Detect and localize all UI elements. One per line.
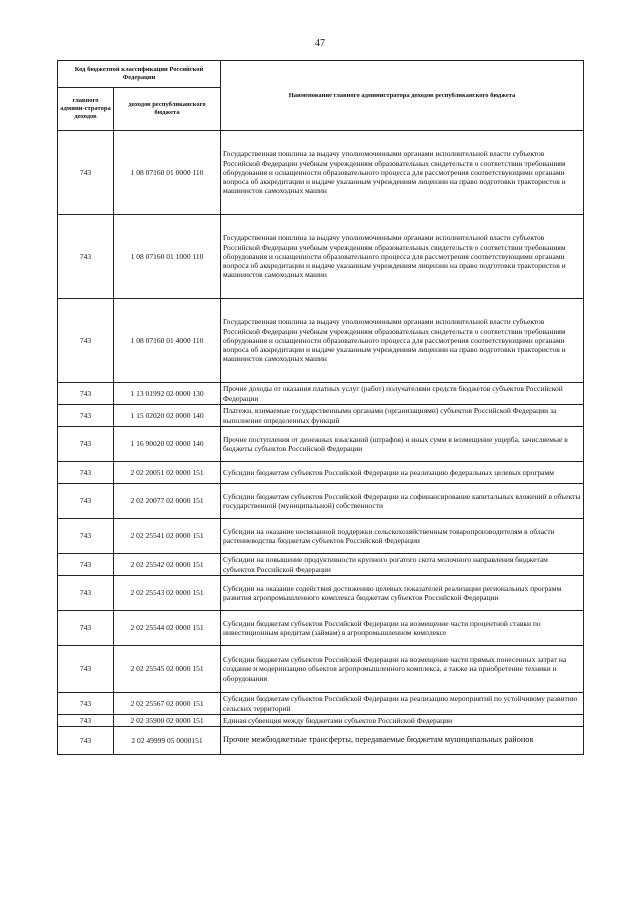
income-name-cell: Субсидии бюджетам субъектов Российской Федерации на возмещение части прямых понесенных затрат на создание и модернизацию объектов агропромышленного комплекса, а также на приобретение техники и оборудования [221, 646, 584, 693]
admin-code-cell: 743 [58, 462, 114, 484]
income-name-cell: Единая субвенция между бюджетами субъектов Российской Федерации [221, 715, 584, 727]
income-name-cell: Прочие доходы от оказания платных услуг (работ) получателями средств бюджетов субъектов Российской Федерации [221, 383, 584, 405]
income-name-cell: Субсидии бюджетам субъектов Российской Федерации на реализацию федеральных целевых программ [221, 462, 584, 484]
income-name-cell: Государственная пошлина за выдачу уполномоченными органами исполнительной власти субъектов Российской Федерации учебным учреждениям образовательных свидетельств о соответствии требованиям оборудования и оснащенности образовательного процесса для рассмотрения соответствующими органами вопроса об аккредитации и выдаче указанным учреждениям лицензии на право подготовки трактористов и машинистов самоходных машин [221, 131, 584, 215]
table-row [58, 299, 584, 383]
header-col-admin: главного админи-стратора доходов [58, 88, 114, 131]
table-row [58, 215, 584, 299]
income-name-cell: Субсидии бюджетам субъектов Российской Федерации на возмещение части процентной ставки по инвестиционным кредитам (займам) в агропромышленном комплексе [221, 611, 584, 646]
admin-code-cell: 743 [58, 576, 114, 611]
table-row [58, 611, 584, 646]
income-code-cell: 2 02 25545 02 0000 151 [114, 646, 221, 693]
table-row [58, 693, 584, 715]
table-row [58, 715, 584, 727]
income-code-cell: 1 08 07160 01 1000 110 [114, 215, 221, 299]
income-code-cell: 2 02 25542 02 0000 151 [114, 554, 221, 576]
income-name-cell: Платежи, взимаемые государственными органами (организациями) субъектов Российской Федерации за выполнение определенных функций [221, 405, 584, 427]
income-name-cell: Прочие межбюджетные трансферты, передаваемые бюджетам муниципальных районов [221, 727, 584, 755]
income-code-cell: 2 02 35900 02 0000 151 [114, 715, 221, 727]
income-name-cell: Субсидии на оказание содействия достижению целевых показателей реализации региональных программ развития агропромышленного комплекса бюджетам субъектов Российской Федерации [221, 576, 584, 611]
table-row [58, 554, 584, 576]
income-name-cell: Государственная пошлина за выдачу уполномоченными органами исполнительной власти субъектов Российской Федерации учебным учреждениям образовательных свидетельств о соответствии требованиям оборудования и оснащенности образовательного процесса для рассмотрения соответствующими органами вопроса об аккредитации и выдаче указанным учреждениям лицензии на право подготовки трактористов и машинистов самоходных машин [221, 215, 584, 299]
admin-code-cell: 743 [58, 611, 114, 646]
table-row [58, 519, 584, 554]
income-code-cell: 1 08 07160 01 0000 110 [114, 131, 221, 215]
table-row [58, 405, 584, 427]
admin-code-cell: 743 [58, 131, 114, 215]
admin-code-cell: 743 [58, 554, 114, 576]
income-code-cell: 2 02 25544 02 0000 151 [114, 611, 221, 646]
admin-code-cell: 743 [58, 646, 114, 693]
income-code-cell: 2 02 25567 02 0000 151 [114, 693, 221, 715]
income-name-cell: Субсидии бюджетам субъектов Российской Федерации на софинансирование капитальных вложений в объекты государственной (муниципальной) собственности [221, 484, 584, 519]
header-col-code: доходов республиканского бюджета [114, 88, 221, 131]
admin-code-cell: 743 [58, 299, 114, 383]
admin-code-cell: 743 [58, 427, 114, 462]
income-code-cell: 1 08 07160 01 4000 110 [114, 299, 221, 383]
header-group-label: Код бюджетной классификации Российской Федерации [58, 61, 221, 88]
income-code-cell: 2 02 25543 02 0000 151 [114, 576, 221, 611]
table-row [58, 646, 584, 693]
admin-code-cell: 743 [58, 484, 114, 519]
admin-code-cell: 743 [58, 405, 114, 427]
income-code-cell: 2 02 25541 02 0000 151 [114, 519, 221, 554]
budget-classification-table [57, 60, 584, 755]
table-row [58, 576, 584, 611]
table-row [58, 427, 584, 462]
income-name-cell: Субсидии на повышение продуктивности крупного рогатого скота молочного направления бюджетам субъектов Российской Федерации [221, 554, 584, 576]
income-code-cell: 2 02 20051 02 0000 151 [114, 462, 221, 484]
income-code-cell: 1 15 02020 02 0000 140 [114, 405, 221, 427]
income-code-cell: 1 13 01992 02 0000 130 [114, 383, 221, 405]
admin-code-cell: 743 [58, 519, 114, 554]
admin-code-cell: 743 [58, 383, 114, 405]
income-name-cell: Государственная пошлина за выдачу уполномоченными органами исполнительной власти субъектов Российской Федерации учебным учреждениям образовательных свидетельств о соответствии требованиям оборудования и оснащенности образовательного процесса для рассмотрения соответствующими органами вопроса об аккредитации и выдаче указанным учреждениям лицензии на право подготовки трактористов и машинистов самоходных машин [221, 299, 584, 383]
income-name-cell: Субсидии бюджетам субъектов Российской Федерации на реализацию мероприятий по устойчивому развитию сельских территорий [221, 693, 584, 715]
table-row [58, 484, 584, 519]
income-code-cell: 2 02 49999 05 0000151 [114, 727, 221, 755]
page-number: 47 [315, 38, 325, 49]
income-name-cell: Субсидии на оказание несвязанной поддержки сельскохозяйственным товаропроизводителям в области растениеводства бюджетам субъектов Российской Федерации [221, 519, 584, 554]
table-row [58, 383, 584, 405]
table-row [58, 462, 584, 484]
admin-code-cell: 743 [58, 715, 114, 727]
header-col-name: Наименование главного администратора доходов республиканского бюджета [221, 61, 584, 131]
admin-code-cell: 743 [58, 727, 114, 755]
income-name-cell: Прочие поступления от денежных взысканий (штрафов) и иных сумм в возмещение ущерба, зачисляемые в бюджеты субъектов Российской Федерации [221, 427, 584, 462]
table-row [58, 727, 584, 755]
income-code-cell: 1 16 90020 02 0000 140 [114, 427, 221, 462]
income-code-cell: 2 02 20077 02 0000 151 [114, 484, 221, 519]
admin-code-cell: 743 [58, 693, 114, 715]
admin-code-cell: 743 [58, 215, 114, 299]
table-row [58, 131, 584, 215]
